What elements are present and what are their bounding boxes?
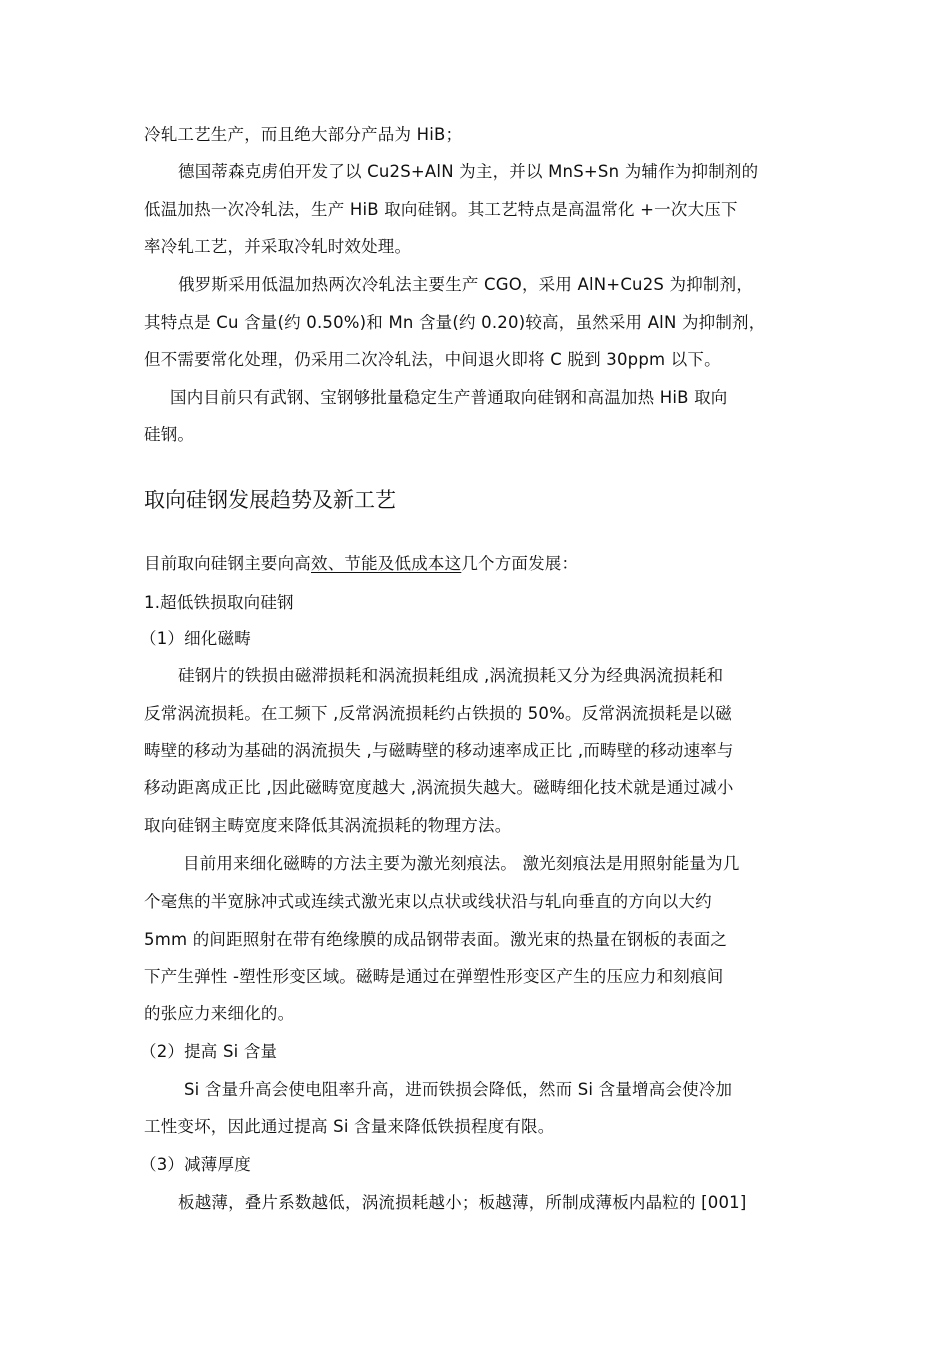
sub1-title: （1）细化磁畴 [140, 629, 251, 648]
russia-line-1: 俄罗斯采用低温加热两次冷轧法主要生产 CGO，采用 AlN+Cu2S 为抑制剂， [178, 275, 754, 294]
intro-line-1: 冷轧工艺生产，而且绝大部分产品为 HiB； [144, 125, 463, 144]
germany-line-3: 率冷轧工艺，并采取冷轧时效处理。 [144, 237, 412, 256]
item1-title: 1.超低铁损取向硅钢 [144, 593, 294, 612]
germany-line-2: 低温加热一次冷轧法，生产 HiB 取向硅钢。其工艺特点是高温常化 +一次大压下 [144, 200, 738, 219]
laser-line-1: 目前用来细化磁畴的方法主要为激光刻痕法。 激光刻痕法是用照射能量为几 [183, 854, 740, 873]
trend-post: 几个方面发展： [461, 554, 579, 573]
sub3-title: （3）减薄厚度 [140, 1155, 251, 1174]
domestic-line-1: 国内目前只有武钢、宝钢够批量稳定生产普通取向硅钢和高温加热 HiB 取向 [170, 388, 728, 407]
laser-line-5: 的张应力来细化的。 [144, 1004, 295, 1023]
domain-line-5: 取向硅钢主畴宽度来降低其涡流损耗的物理方法。 [144, 816, 512, 835]
trend-underlined: 效、节能及低成本这 [311, 554, 462, 573]
sub2-title: （2）提高 Si 含量 [140, 1042, 278, 1061]
domestic-line-2: 硅钢。 [144, 425, 195, 444]
laser-line-2: 个毫焦的半宽脉冲式或连续式激光束以点状或线状沿与轧向垂直的方向以大约 [144, 892, 712, 911]
trend-line [144, 553, 578, 575]
russia-line-3: 但不需要常化处理，仍采用二次冷轧法，中间退火即将 C 脱到 30ppm 以下。 [144, 350, 721, 369]
laser-line-3: 5mm 的间距照射在带有绝缘膜的成品钢带表面。激光束的热量在钢板的表面之 [144, 930, 728, 949]
russia-line-2: 其特点是 Cu 含量(约 0.50%)和 Mn 含量(约 0.20)较高，虽然采用 AlN 为抑制剂， [144, 313, 766, 332]
domain-line-2: 反常涡流损耗。在工频下 ,反常涡流损耗约占铁损的 50%。反常涡流损耗是以磁 [144, 704, 733, 723]
domain-line-1: 硅钢片的铁损由磁滞损耗和涡流损耗组成 ,涡流损耗又分为经典涡流损耗和 [178, 666, 724, 685]
trend-pre: 目前取向硅钢主要向高 [144, 554, 311, 573]
domain-line-4: 移动距离成正比 ,因此磁畴宽度越大 ,涡流损失越大。磁畴细化技术就是通过减小 [144, 778, 734, 797]
thin-line-1: 板越薄，叠片系数越低，涡流损耗越小；板越薄，所制成薄板内晶粒的 [001] [178, 1193, 747, 1212]
si-line-2: 工性变坏，因此通过提高 Si 含量来降低铁损程度有限。 [144, 1117, 555, 1136]
section-heading: 取向硅钢发展趋势及新工艺 [144, 488, 396, 512]
laser-line-4: 下产生弹性 -塑性形变区域。磁畴是通过在弹塑性形变区产生的压应力和刻痕间 [144, 967, 724, 986]
si-line-1: Si 含量升高会使电阻率升高，进而铁损会降低，然而 Si 含量增高会使冷加 [184, 1080, 733, 1099]
domain-line-3: 畴壁的移动为基础的涡流损失 ,与磁畴壁的移动速率成正比 ,而畴壁的移动速率与 [144, 741, 734, 760]
germany-line-1: 德国蒂森克虏伯开发了以 Cu2S+AlN 为主，并以 MnS+Sn 为辅作为抑制剂的 [178, 162, 759, 181]
